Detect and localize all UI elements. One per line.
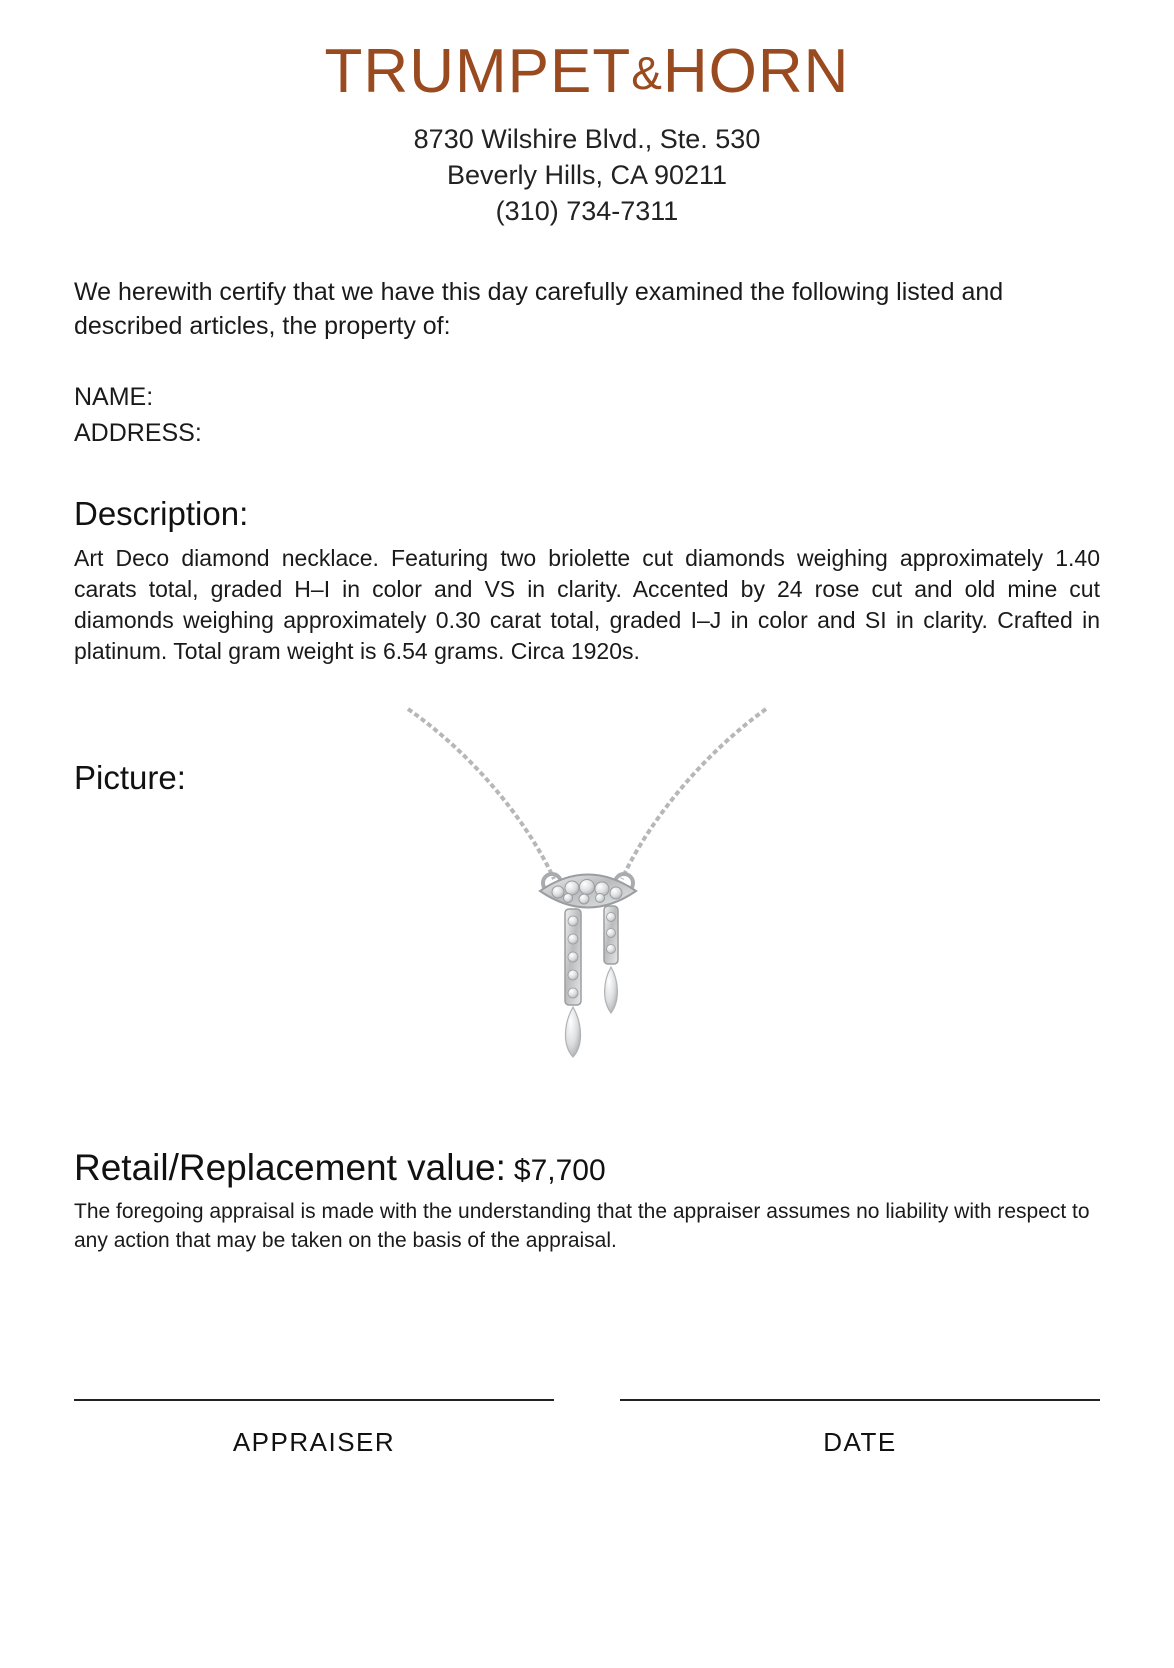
necklace-photo	[372, 701, 802, 1101]
description-body: Art Deco diamond necklace. Featuring two briolette cut diamonds weighing approximately 1.40 carats total, graded H–I in color and VS in clarity. Accented by 24 rose cut and old mine cut diamonds weighing approximately 0.30 carat total, graded I–J in color and SI in clarity. Crafted in platinum. Total gram weight is 6.54 grams. Circa 1920s.	[74, 545, 1100, 664]
appraiser-signature-block	[74, 1399, 554, 1458]
retail-value-line	[74, 1147, 1100, 1189]
brand-name-first: TRUMPET	[324, 37, 632, 106]
retail-value-amount: $7,700	[513, 1154, 606, 1187]
client-fields	[74, 379, 1100, 451]
address-line-1: 8730 Wilshire Blvd., Ste. 530	[413, 124, 761, 154]
date-signature-block	[620, 1399, 1100, 1458]
date-signature-line	[620, 1399, 1100, 1401]
date-label: DATE	[823, 1427, 897, 1457]
name-field-label: NAME:	[74, 383, 154, 411]
appraiser-label: APPRAISER	[232, 1427, 396, 1457]
brand-ampersand: &	[631, 47, 663, 99]
description-heading: Description:	[74, 495, 249, 532]
liability-disclaimer: The foregoing appraisal is made with the understanding that the appraiser assumes no liability with respect to any action that may be taken on the basis of the appraisal.	[74, 1200, 1090, 1252]
company-address	[74, 121, 1100, 229]
address-field-label: ADDRESS:	[74, 419, 202, 447]
picture-label: Picture:	[74, 759, 186, 796]
appraiser-signature-line	[74, 1399, 554, 1401]
signature-section	[74, 1399, 1100, 1458]
brand-name-second: HORN	[662, 37, 850, 106]
picture-section	[74, 701, 1100, 1101]
company-logo	[74, 0, 1100, 107]
phone-number: (310) 734-7311	[495, 196, 679, 226]
retail-value-label: Retail/Replacement value:	[74, 1147, 506, 1188]
address-line-2: Beverly Hills, CA 90211	[446, 160, 728, 190]
certification-statement: We herewith certify that we have this day carefully examined the following listed and described articles, the property of:	[74, 278, 1004, 340]
